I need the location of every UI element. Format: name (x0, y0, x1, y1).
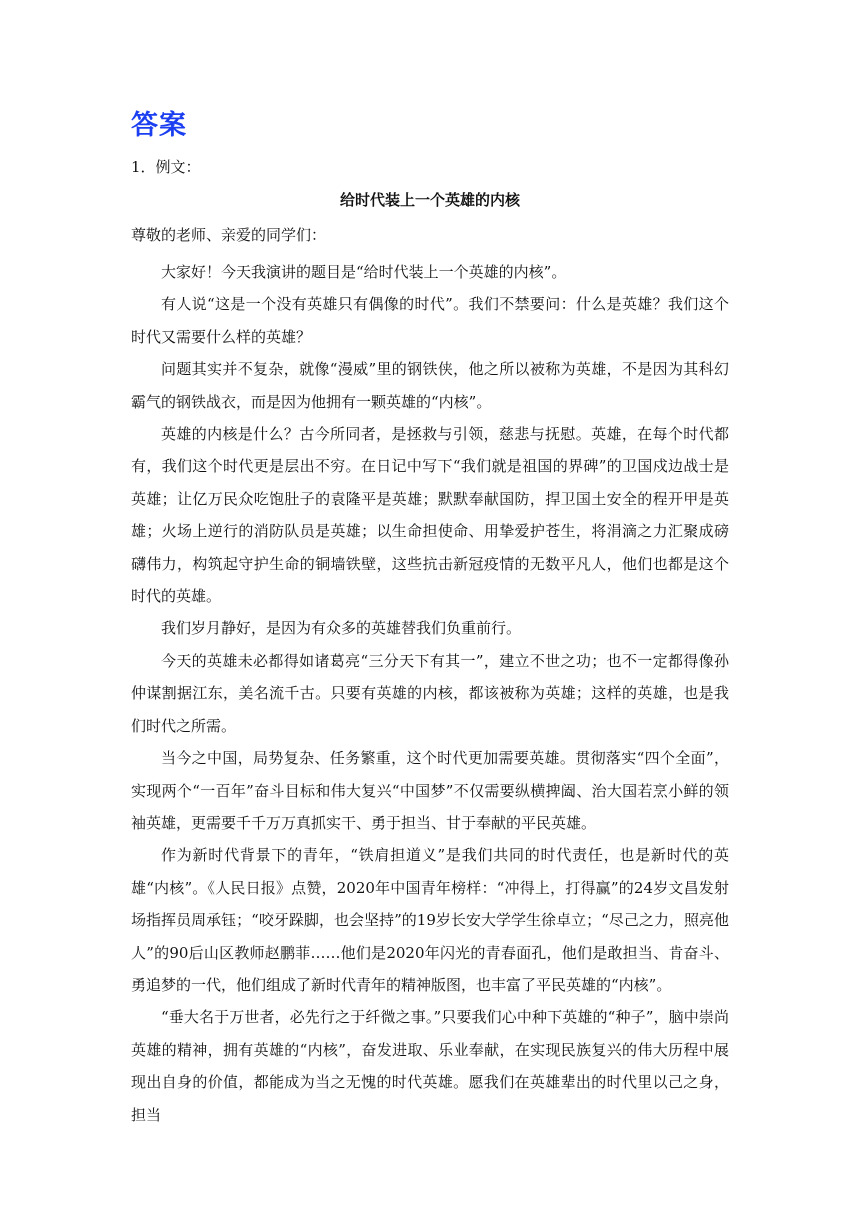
essay-paragraph: 作为新时代背景下的青年，“铁肩担道义”是我们共同的时代责任，也是新时代的英雄“内核”。《人民日报》点赞，2020年中国青年榜样：“冲得上，打得赢”的24岁文昌发射场指挥员周承钰；“咬牙跺脚，也会坚持”的19岁长安大学学生徐卓立；“尽己之力，照亮他人”的90后山区教师赵鹏菲……他们是2020年闪光的青春面孔，他们是敢担当、肯奋斗、勇追梦的一代，他们组成了新时代青年的精神版图，也丰富了平民英雄的“内核”。 (131, 846, 729, 994)
essay-paragraph: “垂大名于万世者，必先行之于纤微之事。”只要我们心中种下英雄的“种子”，脑中崇尚英雄的精神，拥有英雄的“内核”，奋发进取、乐业奉献，在实现民族复兴的伟大历程中展现出自身的价值，都能成为当之无愧的时代英雄。愿我们在英雄辈出的时代里以己之身，担当 (131, 1008, 729, 1124)
essay-salutation: 尊敬的老师、亲爱的同学们： (131, 226, 327, 244)
essay-body (131, 256, 729, 1131)
essay-paragraph: 我们岁月静好，是因为有众多的英雄替我们负重前行。 (161, 619, 522, 638)
answer-heading: 答案 (131, 110, 187, 141)
essay-paragraph: 当今之中国，局势复杂、任务繁重，这个时代更加需要英雄。贯彻落实“四个全面”，实现两个“一百年”奋斗目标和伟大复兴“中国梦”不仅需要纵横捭阖、治大国若烹小鲜的领袖英雄，更需要千千万万真抓实干、勇于担当、甘于奉献的平民英雄。 (131, 749, 729, 832)
essay-paragraph: 问题其实并不复杂，就像“漫威”里的钢铁侠，他之所以被称为英雄，不是因为其科幻霸气的钢铁战衣，而是因为他拥有一颗英雄的“内核”。 (131, 360, 729, 411)
essay-title: 给时代装上一个英雄的内核 (339, 191, 520, 209)
essay-paragraph: 英雄的内核是什么？古今所同者，是拯救与引领，慈悲与抚慰。英雄，在每个时代都有，我们这个时代更是层出不穷。在日记中写下“我们就是祖国的界碑”的卫国戍边战士是英雄；让亿万民众吃饱肚子的袁隆平是英雄；默默奉献国防，捍卫国土安全的程开甲是英雄；火场上逆行的消防队员是英雄；以生命担使命、用挚爱护苍生，将涓滴之力汇聚成磅礴伟力，构筑起守护生命的铜墙铁壁，这些抗击新冠疫情的无数平凡人，他们也都是这个时代的英雄。 (131, 425, 729, 606)
essay-paragraph: 大家好！今天我演讲的题目是“给时代装上一个英雄的内核”。 (161, 263, 567, 281)
essay-paragraph: 今天的英雄未必都得如诸葛亮“三分天下有其一”，建立不世之功；也不一定都得像孙仲谋割据江东，美名流千古。只要有英雄的内核，都该被称为英雄；这样的英雄，也是我们时代之所需。 (131, 651, 729, 735)
essay-paragraph: 有人说“这是一个没有英雄只有偶像的时代”。我们不禁要问：什么是英雄？我们这个时代又需要什么样的英雄？ (131, 295, 729, 346)
item-number-label: 1．例文： (131, 158, 201, 176)
